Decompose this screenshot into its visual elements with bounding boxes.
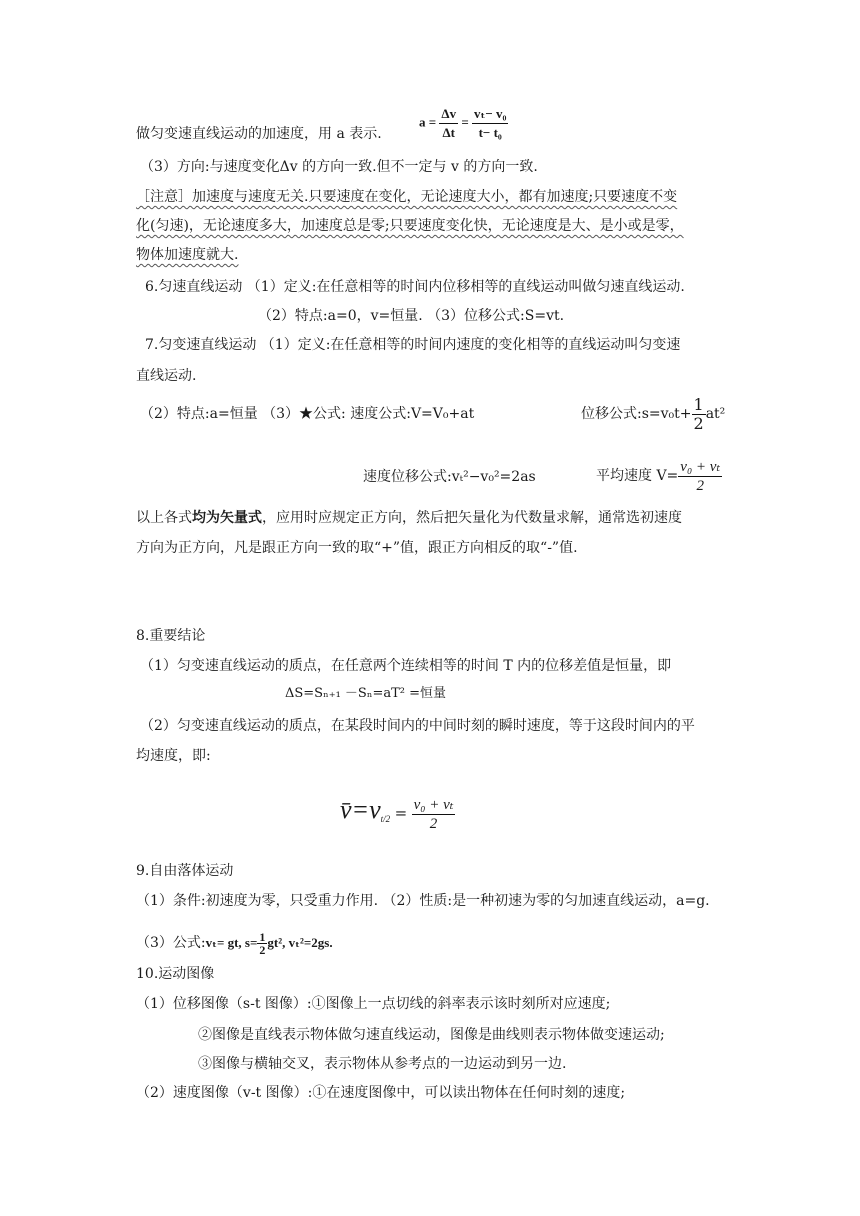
s8-eq2-den: 2 bbox=[429, 815, 438, 832]
accel-definition-text: 做匀变速直线运动的加速度，用 a 表示. bbox=[136, 126, 382, 142]
s7-para-post: ，应用时应规定正方向，然后把矢量化为代数量求解，通常选初速度 bbox=[262, 510, 682, 526]
s7-avg-prefix: 平均速度 V= bbox=[596, 468, 679, 484]
s10-line-3: ③图像与横轴交叉，表示物体从参考点的一边运动到另一边. bbox=[198, 1056, 567, 1072]
accel-formula-den2: t− t₀ bbox=[478, 125, 502, 140]
accel-definition-line bbox=[136, 124, 382, 144]
accel-formula-num1: Δv bbox=[439, 105, 458, 124]
s8-equation-2: $v̄=v_{t/2}$ = $\frac{\text{v₀ + vₜ}}{2}$ bbox=[340, 795, 454, 832]
s7-para-pre: 以上各式 bbox=[136, 510, 192, 526]
note-line-1: ［注意］加速度与速度无关.只要速度在变化，无论速度大小，都有加速度;只要速度不变 bbox=[136, 189, 678, 205]
s8-eq2-sub: t/2 bbox=[380, 813, 391, 824]
s8-equation-1: ΔS=Sₙ₊₁ －Sₙ=aT² =恒量 bbox=[285, 686, 447, 701]
s9-formula-den: 2 bbox=[259, 942, 266, 957]
s7-avg-den: 2 bbox=[696, 477, 704, 494]
note-line-3: 物体加速度就大. bbox=[136, 247, 239, 263]
s7-half-den: 2 bbox=[693, 413, 704, 433]
s10-line-4: （2）速度图像（v-t 图像）:①在速度图像中，可以读出物体在任何时刻的速度; bbox=[136, 1085, 626, 1101]
accel-formula-den1: Δt bbox=[442, 125, 455, 140]
s7-vector-note bbox=[136, 508, 682, 528]
accel-formula: a = $\frac{\Delta v}{\Delta t}$ = $\frac{\text{vₜ− v₀}}{\text{t− t₀}}$ bbox=[419, 106, 507, 140]
s7-avg-num: v₀ + vₜ bbox=[680, 458, 721, 475]
s9-formula-line bbox=[136, 928, 333, 958]
s7-disp-prefix: 位移公式:s=v₀t+ bbox=[581, 406, 692, 422]
s9-title: 9.自由落体运动 bbox=[136, 863, 234, 879]
s7-definition-1: 7.匀变速直线运动 （1）定义:在任意相等的时间内速度的变化相等的直线运动叫匀变速 bbox=[145, 337, 681, 353]
s8-conclusion-3: 均速度，即: bbox=[136, 748, 211, 764]
s9-formula-prefix: （3）公式: bbox=[136, 935, 206, 951]
s8-conclusion-1: （1）匀变速直线运动的质点，在任意两个连续相等的时间 T 内的位移差值是恒量，即 bbox=[140, 658, 672, 674]
s6-features: （2）特点:a=0，v=恒量. （3）位移公式:S=vt. bbox=[258, 308, 565, 324]
s9-formula-b: gt², vₜ²=2gs. bbox=[267, 935, 333, 950]
s8-conclusion-2: （2）匀变速直线运动的质点，在某段时间内的中间时刻的瞬时速度，等于这段时间内的平 bbox=[140, 718, 695, 734]
s8-eq2-num: v₀ + vₜ bbox=[413, 796, 454, 813]
accel-formula-num2: vₜ− v₀ bbox=[472, 105, 508, 124]
s7-velocity-displacement: 速度位移公式:vₜ²−v₀²=2as bbox=[363, 469, 536, 485]
s7-average-velocity bbox=[596, 456, 722, 496]
s9-formula-num: 1 bbox=[259, 929, 266, 944]
s10-title: 10.运动图像 bbox=[136, 966, 215, 982]
s7-para-bold: 均为矢量式 bbox=[192, 510, 262, 526]
s9-formula-a: vₜ= gt, s= bbox=[205, 935, 258, 950]
s10-line-2: ②图像是直线表示物体做匀速直线运动，图像是曲线则表示物体做变速运动; bbox=[198, 1027, 665, 1043]
s10-line-1: （1）位移图像（s-t 图像）:①图像上一点切线的斜率表示该时刻所对应速度; bbox=[136, 996, 611, 1012]
s7-definition-2: 直线运动. bbox=[136, 368, 197, 384]
s8-title: 8.重要结论 bbox=[136, 628, 206, 644]
s7-vector-note-2: 方向为正方向，凡是跟正方向一致的取“+”值，跟正方向相反的取“-”值. bbox=[136, 540, 578, 556]
s7-half-num: 1 bbox=[693, 394, 704, 414]
s7-displacement-formula bbox=[581, 395, 725, 433]
s9-conditions: （1）条件:初速度为零，只受重力作用. （2）性质:是一种初速为零的匀加速直线运动，a=g. bbox=[136, 893, 710, 909]
s8-eq2-lhs: v̄=v bbox=[340, 795, 381, 824]
note-line-2: 化(匀速)，无论速度多大，加速度总是零;只要速度变化快，无论速度是大、是小或是零， bbox=[136, 218, 684, 234]
s7-disp-suffix: at² bbox=[705, 406, 726, 422]
s6-definition: 6.匀速直线运动 （1）定义:在任意相等的时间内位移相等的直线运动叫做匀速直线运动. bbox=[145, 279, 685, 295]
s7-features: （2）特点:a=恒量 （3）★公式: 速度公式:V=V₀+at bbox=[140, 406, 475, 422]
accel-direction: （3）方向:与速度变化Δv 的方向一致.但不一定与 v 的方向一致. bbox=[140, 159, 538, 175]
accel-formula-lhs: a bbox=[419, 114, 426, 130]
